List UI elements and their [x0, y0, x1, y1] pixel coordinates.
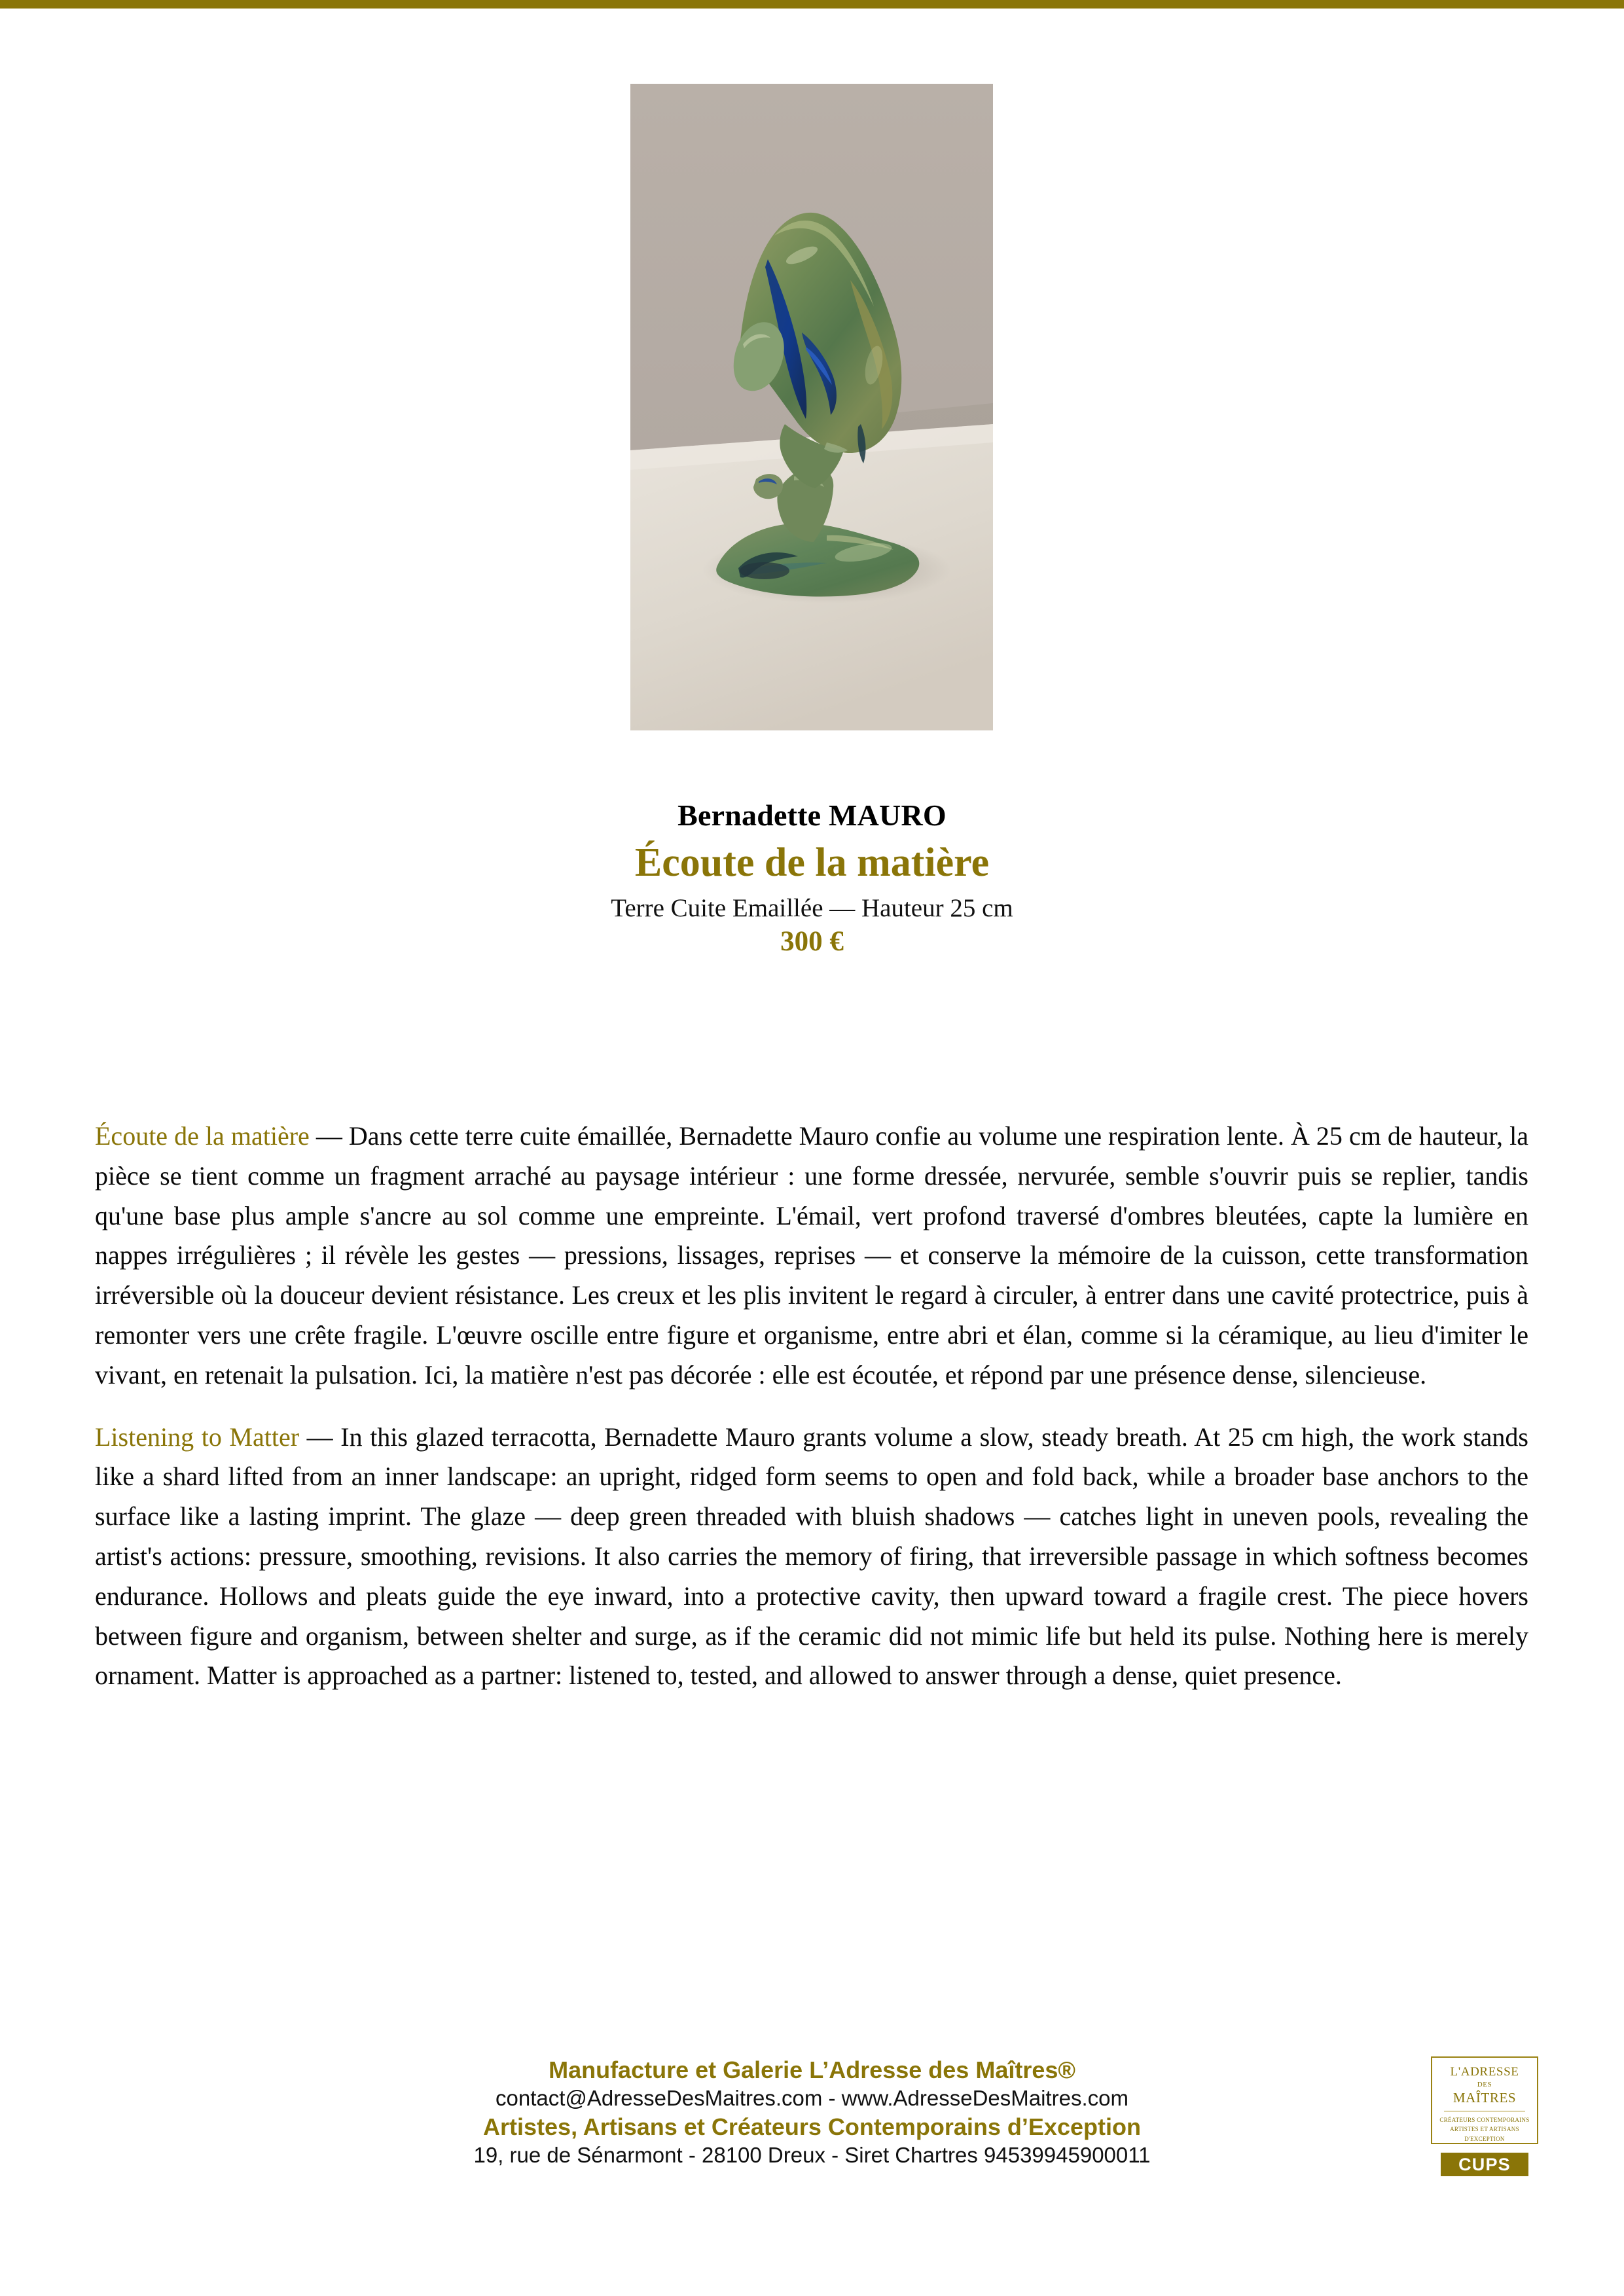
footer-address: 19, rue de Sénarmont - 28100 Dreux - Siret Chartres 94539945900011: [473, 2143, 1151, 2168]
artwork-title-block: [0, 800, 1624, 958]
logo-box: [1431, 2056, 1538, 2144]
sculpture-photo-illustration: [630, 84, 993, 730]
artwork-photo: [630, 84, 993, 730]
artwork-title: Écoute de la matière: [634, 840, 990, 886]
description-body-en: — In this glazed terracotta, Bernadette Mauro grants volume a slow, steady breath. At 25 cm high, the work stands like a shard lifted from an inner landscape: an upright, ridged form seems to open and fold back, while a broader base anchors to the surface like a lasting imprint. The glaze — deep green threaded with bluish shadows — catches light in uneven pools, revealing the artist's actions: pressure, smoothing, revisions. It also carries the memory of firing, that irreversible passage in which softness becomes endurance. Hollows and pleats guide the eye inward, into a protective cavity, then upward toward a fragile crest. The piece hovers between figure and organism, between shelter and surge, as if the ceramic did not mimic life but held its pulse. Nothing here is merely ornament. Matter is approached as a partner: listened to, tested, and allowed to answer through a dense, quiet presence.: [95, 1422, 1528, 1691]
artwork-price: 300 €: [780, 926, 844, 958]
description-lede-fr: Écoute de la matière: [95, 1121, 310, 1151]
footer-tagline: Artistes, Artisans et Créateurs Contemporains d’Exception: [483, 2113, 1141, 2140]
description-body-fr: — Dans cette terre cuite émaillée, Bernadette Mauro confie au volume une respiration lente. À 25 cm de hauteur, la pièce se tient comme un fragment arraché au paysage intérieur : une forme dressée, nervurée, semble s'ouvrir puis se replier, tandis qu'une base plus ample s'ancre au sol comme une empreinte. L'émail, vert profond traversé d'ombres bleutées, capte la lumière en nappes irrégulières ; il révèle les gestes — pressions, lissages, reprises — et conserve la mémoire de la cuisson, cette transformation irréversible où la douceur devient résistance. Les creux et les plis invitent le regard à circuler, à entrer dans une cavité protectrice, puis à remonter vers une crête fragile. L'œuvre oscille entre figure et organisme, entre abri et élan, comme si la céramique, au lieu d'imiter le vivant, en retenait la pulsation. Ici, la matière n'est pas décorée : elle est écoutée, et répond par une présence dense, silencieuse.: [95, 1121, 1528, 1390]
cups-badge: CUPS: [1441, 2153, 1528, 2176]
footer-contact[interactable]: contact@AdresseDesMaitres.com - www.AdresseDesMaitres.com: [496, 2086, 1128, 2111]
logo-subtitle-1: CRÉATEURS CONTEMPORAINS: [1439, 2116, 1530, 2123]
logo-line-1: L'ADRESSE: [1450, 2065, 1519, 2079]
description-lede-en: Listening to Matter: [95, 1422, 300, 1452]
description-paragraph-en: [95, 1418, 1528, 1696]
artist-name: Bernadette MAURO: [677, 798, 947, 832]
logo-subtitle-3: D'EXCEPTION: [1464, 2135, 1505, 2142]
description-section: [95, 1117, 1528, 1696]
logo-line-3: MAÎTRES: [1453, 2090, 1517, 2106]
brand-logo: [1431, 2056, 1540, 2176]
logo-subtitle-2: ARTISTES ET ARTISANS: [1450, 2126, 1519, 2133]
top-gold-bar: [0, 0, 1624, 9]
logo-line-2: DES: [1477, 2080, 1492, 2089]
page-footer: [0, 2055, 1624, 2169]
footer-company-name: Manufacture et Galerie L’Adresse des Maîtres®: [549, 2056, 1075, 2083]
artwork-medium: Terre Cuite Emaillée — Hauteur 25 cm: [611, 893, 1013, 922]
description-paragraph-fr: [95, 1117, 1528, 1395]
